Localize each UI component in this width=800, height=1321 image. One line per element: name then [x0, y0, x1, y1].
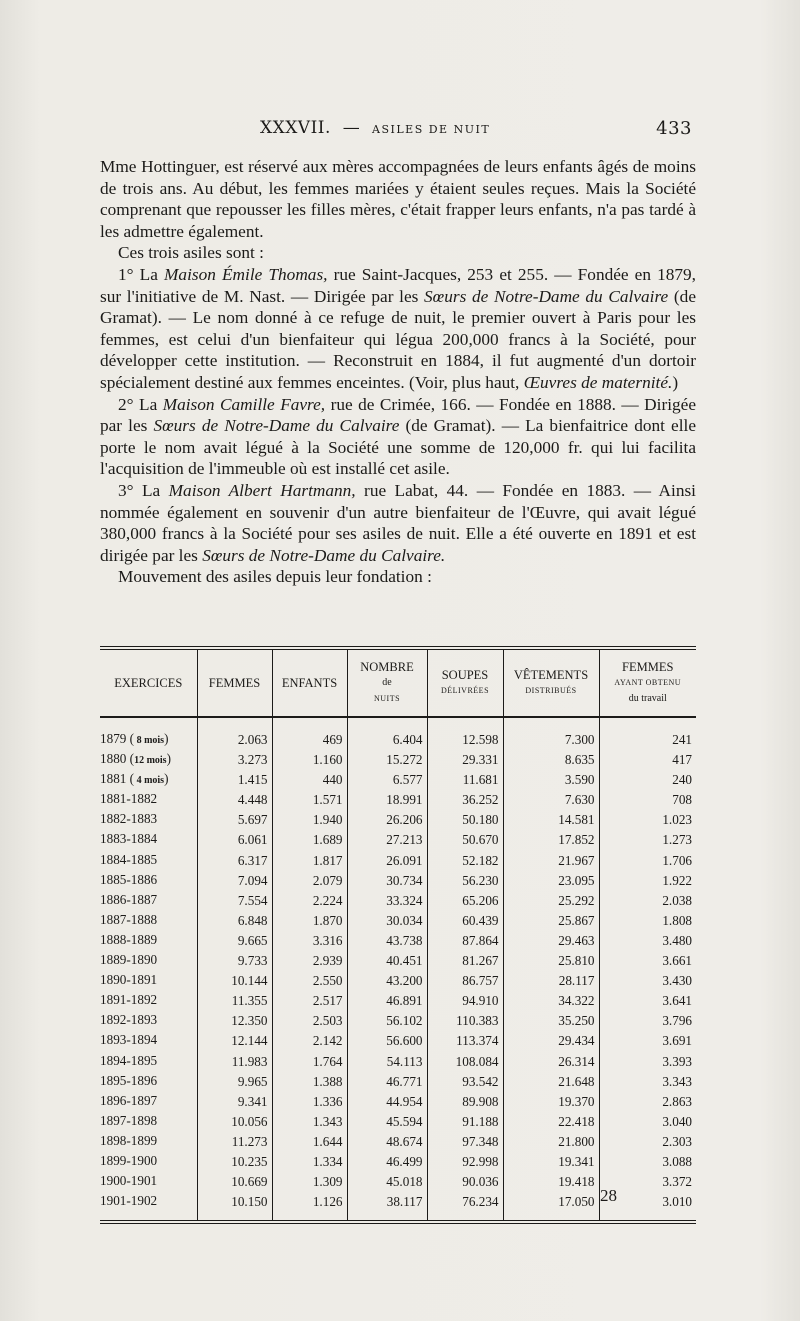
cell-soupes: 76.234: [427, 1192, 503, 1222]
cell-travail: 3.393: [599, 1052, 696, 1072]
table-row: [100, 911, 696, 931]
cell-soupes: 52.182: [427, 851, 503, 871]
cell-nuits: 30.734: [347, 871, 427, 891]
cell-soupes: 50.670: [427, 830, 503, 850]
cell-femmes: 6.317: [197, 851, 272, 871]
cell-vetements: 23.095: [503, 871, 599, 891]
cell-soupes: 90.036: [427, 1172, 503, 1192]
cell-exercice: 1894-1895: [100, 1052, 158, 1068]
cell-exercice: 1890-1891: [100, 972, 158, 988]
cell-vetements: 17.050: [503, 1192, 599, 1222]
cell-travail: 1.706: [599, 851, 696, 871]
cell-exercice: 1899-1900: [100, 1152, 158, 1168]
cell-soupes: 12.598: [427, 717, 503, 750]
cell-enfants: 2.079: [272, 871, 347, 891]
cell-nuits: 33.324: [347, 891, 427, 911]
cell-travail: 2.863: [599, 1092, 696, 1112]
cell-nuits: 38.117: [347, 1192, 427, 1222]
cell-exercice: 1901-1902: [100, 1193, 158, 1209]
cell-enfants: 1.160: [272, 750, 347, 770]
cell-soupes: 89.908: [427, 1092, 503, 1112]
cell-soupes: 81.267: [427, 951, 503, 971]
cell-femmes: 10.235: [197, 1152, 272, 1172]
religious-order: Sœurs de Notre-Dame du Calvaire: [153, 416, 400, 436]
cell-travail: 2.038: [599, 891, 696, 911]
cell-travail: 3.641: [599, 991, 696, 1011]
table-row: [100, 1112, 696, 1132]
cell-nuits: 48.674: [347, 1132, 427, 1152]
cell-soupes: 91.188: [427, 1112, 503, 1132]
table-body: [100, 717, 696, 1222]
cell-femmes: 10.150: [197, 1192, 272, 1222]
cell-nuits: 46.891: [347, 991, 427, 1011]
paragraph: Mme Hottinguer, est réservé aux mères accompagnées de leurs enfants âgés de moins de trois ans. Au début, les femmes mariées y étaient seules reçues. Mais la Société comprenant que repousser les filles mères, c'était frapper leurs enfants, n'a pas tardé à les admettre également.: [100, 157, 696, 241]
table-row: [100, 1132, 696, 1152]
cell-soupes: 92.998: [427, 1152, 503, 1172]
cell-vetements: 19.370: [503, 1092, 599, 1112]
paragraph: 1° La Maison Émile Thomas, rue Saint-Jacques, 253 et 255. — Fondée en 1879, sur l'initiative de M. Nast. — Dirigée par les Sœurs de Notre-Dame du Calvaire (de Gramat). — Le nom donné à ce refuge de nuit, le premier ouvert à Paris pour les femmes, est celui d'un bienfaiteur qui légua 200,000 francs à la Société, pour développer cette institution. — Reconstruit en 1884, il fut augmenté d'un dortoir spécialement destiné aux femmes enceintes. (Voir, plus haut, Œuvres de maternité.): [100, 264, 697, 392]
table-row: [100, 830, 696, 850]
cell-femmes: 4.448: [197, 790, 272, 810]
cell-vetements: 22.418: [503, 1112, 599, 1132]
table-row: [100, 951, 696, 971]
cell-exercice: 1889-1890: [100, 952, 158, 968]
cell-femmes: 2.063: [197, 717, 272, 750]
cell-exercice: 1884-1885: [100, 851, 158, 867]
cell-soupes: 36.252: [427, 790, 503, 810]
asylum-name: Maison Camille Favre,: [162, 394, 326, 414]
asylum-name: Maison Émile Thomas,: [164, 264, 328, 284]
cell-travail: 3.372: [599, 1172, 696, 1192]
table-row: [100, 790, 696, 810]
asylum-name: Maison Albert Hartmann,: [168, 480, 356, 500]
cell-nuits: 26.091: [347, 851, 427, 871]
cell-enfants: 1.870: [272, 911, 347, 931]
cell-enfants: 1.388: [272, 1072, 347, 1092]
cell-exercice: 1882-1883: [100, 811, 158, 827]
cell-femmes: 3.273: [197, 750, 272, 770]
cell-travail: 3.010: [599, 1192, 696, 1222]
cell-vetements: 25.867: [503, 911, 599, 931]
cell-enfants: 2.503: [272, 1011, 347, 1031]
cell-travail: 3.691: [599, 1031, 696, 1051]
cell-femmes: 7.094: [197, 871, 272, 891]
cell-enfants: 2.550: [272, 971, 347, 991]
cell-vetements: 3.590: [503, 770, 599, 790]
cell-femmes: 11.983: [197, 1052, 272, 1072]
cell-travail: 3.088: [599, 1152, 696, 1172]
cell-exercice: 1891-1892: [100, 992, 158, 1008]
cell-travail: 1.023: [599, 810, 696, 830]
cell-soupes: 56.230: [427, 871, 503, 891]
cell-vetements: 29.463: [503, 931, 599, 951]
cell-exercice: 1880 (12 mois): [100, 751, 171, 767]
body-text: [100, 156, 696, 588]
cell-soupes: 94.910: [427, 991, 503, 1011]
table-row: [100, 1092, 696, 1112]
table-row: [100, 1052, 696, 1072]
cell-femmes: 7.554: [197, 891, 272, 911]
cell-soupes: 97.348: [427, 1132, 503, 1152]
cell-travail: 2.303: [599, 1132, 696, 1152]
table-row: [100, 1152, 696, 1172]
table-row: [100, 851, 696, 871]
cell-nuits: 6.577: [347, 770, 427, 790]
cell-femmes: 6.061: [197, 830, 272, 850]
cell-exercice: 1885-1886: [100, 871, 158, 887]
cell-vetements: 7.300: [503, 717, 599, 750]
cell-nuits: 18.991: [347, 790, 427, 810]
cell-vetements: 21.648: [503, 1072, 599, 1092]
cell-travail: 417: [599, 750, 696, 770]
col-femmes-travail: FEMMES AYANT OBTENU du travail: [599, 648, 696, 717]
cell-nuits: 43.738: [347, 931, 427, 951]
cell-nuits: 44.954: [347, 1092, 427, 1112]
cell-enfants: 1.126: [272, 1192, 347, 1222]
cell-enfants: 1.336: [272, 1092, 347, 1112]
cell-soupes: 29.331: [427, 750, 503, 770]
cell-femmes: 1.415: [197, 770, 272, 790]
table-row: [100, 1011, 696, 1031]
table-row: [100, 717, 696, 750]
cell-exercice: 1892-1893: [100, 1012, 158, 1028]
cell-enfants: 1.817: [272, 851, 347, 871]
cell-vetements: 19.341: [503, 1152, 599, 1172]
cell-vetements: 34.322: [503, 991, 599, 1011]
cell-soupes: 113.374: [427, 1031, 503, 1051]
col-vetements: VÊTEMENTS DISTRIBUÉS: [503, 648, 599, 717]
cell-vetements: 29.434: [503, 1031, 599, 1051]
cell-femmes: 12.144: [197, 1031, 272, 1051]
cell-travail: 241: [599, 717, 696, 750]
cell-soupes: 108.084: [427, 1052, 503, 1072]
cell-nuits: 40.451: [347, 951, 427, 971]
cell-vetements: 7.630: [503, 790, 599, 810]
table-row: [100, 891, 696, 911]
cell-nuits: 56.600: [347, 1031, 427, 1051]
cell-travail: 240: [599, 770, 696, 790]
cell-travail: 3.040: [599, 1112, 696, 1132]
running-title: XXXVII. — ASILES DE NUIT: [260, 118, 491, 138]
cell-nuits: 26.206: [347, 810, 427, 830]
cross-reference: Œuvres de maternité.: [523, 372, 673, 392]
page-number: 433: [656, 118, 692, 139]
cell-travail: 3.661: [599, 951, 696, 971]
cell-vetements: 35.250: [503, 1011, 599, 1031]
cell-femmes: 10.669: [197, 1172, 272, 1192]
cell-soupes: 11.681: [427, 770, 503, 790]
cell-vetements: 21.967: [503, 851, 599, 871]
cell-soupes: 87.864: [427, 931, 503, 951]
table-row: [100, 1072, 696, 1092]
cell-enfants: 2.939: [272, 951, 347, 971]
paragraph: Ces trois asiles sont :: [118, 243, 264, 263]
table-header-row: [100, 648, 696, 717]
table-row: [100, 770, 696, 790]
col-soupes: SOUPES DÉLIVRÉES: [427, 648, 503, 717]
statistics-table: [100, 646, 696, 1224]
running-header: [108, 118, 696, 142]
cell-nuits: 30.034: [347, 911, 427, 931]
cell-travail: 3.430: [599, 971, 696, 991]
cell-vetements: 28.117: [503, 971, 599, 991]
cell-soupes: 86.757: [427, 971, 503, 991]
cell-vetements: 19.418: [503, 1172, 599, 1192]
cell-exercice: 1883-1884: [100, 831, 158, 847]
cell-vetements: 17.852: [503, 830, 599, 850]
cell-vetements: 25.292: [503, 891, 599, 911]
cell-femmes: 11.355: [197, 991, 272, 1011]
cell-femmes: 6.848: [197, 911, 272, 931]
cell-exercice: 1881-1882: [100, 791, 158, 807]
cell-travail: 1.808: [599, 911, 696, 931]
cell-vetements: 8.635: [503, 750, 599, 770]
cell-enfants: 469: [272, 717, 347, 750]
cell-vetements: 14.581: [503, 810, 599, 830]
col-femmes: FEMMES: [197, 648, 272, 717]
cell-enfants: 1.309: [272, 1172, 347, 1192]
col-exercices: EXERCICES: [100, 648, 197, 717]
cell-enfants: 1.343: [272, 1112, 347, 1132]
signature-mark: 28: [600, 1186, 617, 1205]
table-row: [100, 991, 696, 1011]
cell-exercice: 1886-1887: [100, 891, 158, 907]
cell-exercice: 1879 ( 8 mois): [100, 731, 169, 746]
table-row: [100, 1031, 696, 1051]
paragraph: 2° La Maison Camille Favre, rue de Crimée, 166. — Fondée en 1888. — Dirigée par les Sœurs de Notre-Dame du Calvaire (de Gramat). — La bienfaitrice dont elle porte le nom avait légué à la Société une somme de 120,000 fr. qui lui facilita l'acquisition de l'immeuble où est installé cet asile.: [100, 394, 696, 479]
paragraph: 3° La Maison Albert Hartmann, rue Labat, 44. — Fondée en 1883. — Ainsi nommée également en souvenir d'un autre bienfaiteur de l'Œuvre, qui avait légué 380,000 francs à la Société pour ses asiles de nuit. Elle a été ouverte en 1891 et est dirigée par les Sœurs de Notre-Dame du Calvaire.: [100, 480, 696, 565]
religious-order: Sœurs de Notre-Dame du Calvaire: [424, 286, 669, 306]
cell-exercice: 1896-1897: [100, 1092, 158, 1108]
cell-soupes: 50.180: [427, 810, 503, 830]
cell-enfants: 2.142: [272, 1031, 347, 1051]
cell-nuits: 27.213: [347, 830, 427, 850]
cell-soupes: 93.542: [427, 1072, 503, 1092]
table-row: [100, 750, 696, 770]
cell-exercice: 1888-1889: [100, 931, 158, 947]
cell-nuits: 45.594: [347, 1112, 427, 1132]
cell-femmes: 9.665: [197, 931, 272, 951]
col-nombre-nuits: NOMBRE de NUITS: [347, 648, 427, 717]
cell-travail: 1.273: [599, 830, 696, 850]
table-row: [100, 871, 696, 891]
cell-nuits: 46.499: [347, 1152, 427, 1172]
cell-travail: 3.796: [599, 1011, 696, 1031]
cell-vetements: 26.314: [503, 1052, 599, 1072]
cell-travail: 3.343: [599, 1072, 696, 1092]
cell-soupes: 110.383: [427, 1011, 503, 1031]
cell-enfants: 2.224: [272, 891, 347, 911]
cell-femmes: 10.144: [197, 971, 272, 991]
cell-enfants: 2.517: [272, 991, 347, 1011]
cell-enfants: 1.764: [272, 1052, 347, 1072]
cell-exercice: 1897-1898: [100, 1112, 158, 1128]
cell-enfants: 1.644: [272, 1132, 347, 1152]
cell-exercice: 1900-1901: [100, 1173, 158, 1189]
religious-order: Sœurs de Notre-Dame du Calvaire.: [202, 545, 446, 565]
cell-travail: 1.922: [599, 871, 696, 891]
cell-femmes: 9.341: [197, 1092, 272, 1112]
cell-travail: 708: [599, 790, 696, 810]
cell-enfants: 1.334: [272, 1152, 347, 1172]
cell-nuits: 45.018: [347, 1172, 427, 1192]
cell-exercice: 1893-1894: [100, 1032, 158, 1048]
cell-nuits: 54.113: [347, 1052, 427, 1072]
cell-vetements: 21.800: [503, 1132, 599, 1152]
cell-enfants: 440: [272, 770, 347, 790]
cell-femmes: 11.273: [197, 1132, 272, 1152]
cell-enfants: 1.940: [272, 810, 347, 830]
paragraph: Mouvement des asiles depuis leur fondation :: [118, 567, 432, 587]
cell-exercice: 1887-1888: [100, 911, 158, 927]
cell-femmes: 5.697: [197, 810, 272, 830]
cell-nuits: 56.102: [347, 1011, 427, 1031]
table-row: [100, 810, 696, 830]
cell-exercice: 1898-1899: [100, 1132, 158, 1148]
cell-nuits: 43.200: [347, 971, 427, 991]
cell-femmes: 12.350: [197, 1011, 272, 1031]
cell-travail: 3.480: [599, 931, 696, 951]
cell-enfants: 1.689: [272, 830, 347, 850]
cell-exercice: 1881 ( 4 mois): [100, 771, 169, 787]
cell-femmes: 9.965: [197, 1072, 272, 1092]
table-row: [100, 971, 696, 991]
cell-nuits: 46.771: [347, 1072, 427, 1092]
cell-vetements: 25.810: [503, 951, 599, 971]
col-enfants: ENFANTS: [272, 648, 347, 717]
table-row: [100, 931, 696, 951]
cell-enfants: 1.571: [272, 790, 347, 810]
cell-soupes: 65.206: [427, 891, 503, 911]
cell-femmes: 10.056: [197, 1112, 272, 1132]
cell-nuits: 15.272: [347, 750, 427, 770]
cell-soupes: 60.439: [427, 911, 503, 931]
cell-femmes: 9.733: [197, 951, 272, 971]
cell-nuits: 6.404: [347, 717, 427, 750]
cell-enfants: 3.316: [272, 931, 347, 951]
cell-exercice: 1895-1896: [100, 1072, 158, 1088]
